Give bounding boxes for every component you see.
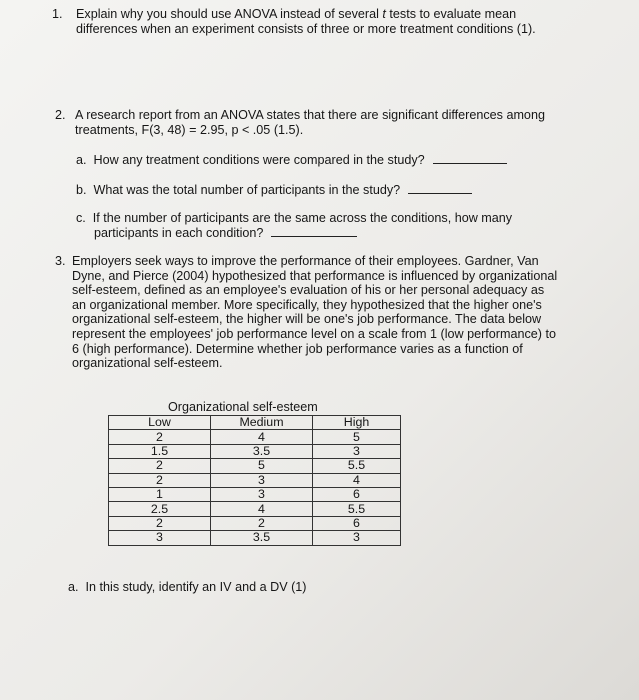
table-cell: 5.5 xyxy=(313,459,401,473)
header-medium: Medium xyxy=(211,416,313,430)
table-cell: 2 xyxy=(109,473,211,487)
answer-blank-2c[interactable] xyxy=(271,235,357,237)
table-cell: 3 xyxy=(109,531,211,545)
question-2a xyxy=(76,153,507,168)
question-2c-letter: c. xyxy=(76,211,86,225)
header-low: Low xyxy=(109,416,211,430)
question-1-text-end: tests to evaluate mean differences when an experiment consists of three or more treatment conditions (1). xyxy=(76,7,536,36)
table-cell: 3 xyxy=(313,444,401,458)
table-cell: 5 xyxy=(313,430,401,444)
answer-blank-2a[interactable] xyxy=(433,162,507,164)
table-header-row xyxy=(109,416,401,430)
table-cell: 2 xyxy=(109,430,211,444)
question-2a-text: How any treatment conditions were compared in the study? xyxy=(93,153,425,167)
question-3a-letter: a. xyxy=(68,580,79,594)
question-2-number: 2. xyxy=(55,108,66,122)
question-1-number: 1. xyxy=(52,7,63,21)
question-2-prefix: treatments, xyxy=(75,122,142,137)
table-cell: 2 xyxy=(109,516,211,530)
question-2-line-1: A research report from an ANOVA states that there are significant differences among xyxy=(75,108,545,122)
question-2c-line-1 xyxy=(76,211,576,226)
table-row xyxy=(109,459,401,473)
question-2-stat: F(3, 48) = 2.95, p < .05 (1.5). xyxy=(141,122,304,137)
table-cell: 6 xyxy=(313,516,401,530)
question-3-number: 3. xyxy=(55,254,66,268)
question-3-line: an organizational member. More specifically, they hypothesized that the higher one's xyxy=(72,297,542,312)
table-row xyxy=(109,430,401,444)
question-3-line: Dyne, and Pierce (2004) hypothesized that performance is influenced by organizational xyxy=(72,268,558,283)
question-1-text xyxy=(76,7,576,36)
table-row xyxy=(109,502,401,516)
table-row xyxy=(109,487,401,501)
header-high: High xyxy=(313,416,401,430)
question-2c xyxy=(76,211,576,240)
question-1-text-start: Explain why you should use ANOVA instead of several xyxy=(76,7,383,21)
table-row xyxy=(109,473,401,487)
question-2-line-2 xyxy=(75,123,575,138)
table-cell: 5 xyxy=(211,459,313,473)
table-cell: 4 xyxy=(211,502,313,516)
question-2-text xyxy=(75,108,575,137)
question-3-paragraph xyxy=(72,254,592,371)
table-cell: 4 xyxy=(313,473,401,487)
table-cell: 2 xyxy=(109,459,211,473)
question-2b xyxy=(76,183,472,198)
table-cell: 3 xyxy=(211,473,313,487)
question-3-line: represent the employees' job performance level on a scale from 1 (low performance) to xyxy=(72,326,556,341)
question-3-line: organizational self-esteem. xyxy=(72,356,223,371)
table-row xyxy=(109,444,401,458)
question-2b-text: What was the total number of participants in the study? xyxy=(93,183,401,197)
question-2b-letter: b. xyxy=(76,183,87,197)
question-3-line: 6 (high performance). Determine whether job performance varies as a function of xyxy=(72,341,523,356)
answer-blank-2b[interactable] xyxy=(408,192,472,194)
table-cell: 3.5 xyxy=(211,444,313,458)
table-cell: 4 xyxy=(211,430,313,444)
table-cell: 5.5 xyxy=(313,502,401,516)
question-3-line: Employers seek ways to improve the performance of their employees. Gardner, Van xyxy=(72,254,539,268)
table-row xyxy=(109,516,401,530)
question-2c-text-1: If the number of participants are the same across the conditions, how many xyxy=(92,211,513,225)
self-esteem-table xyxy=(108,415,401,546)
question-2a-letter: a. xyxy=(76,153,87,167)
table-row xyxy=(109,531,401,545)
table-cell: 2 xyxy=(211,516,313,530)
question-2c-line-2 xyxy=(76,226,576,241)
question-3-line: organizational self-esteem, the higher will be one's job performance. The data below xyxy=(72,312,542,327)
question-2c-text-2: participants in each condition? xyxy=(94,225,264,240)
table-cell: 3 xyxy=(313,531,401,545)
table-cell: 1.5 xyxy=(109,444,211,458)
table-cell: 3.5 xyxy=(211,531,313,545)
question-3a-text: In this study, identify an IV and a DV (1) xyxy=(85,580,307,594)
table-cell: 3 xyxy=(211,487,313,501)
question-3-line: self-esteem, defined as an employee's evaluation of his or her personal adequacy as xyxy=(72,283,545,298)
question-3a xyxy=(68,580,306,595)
question-1-italic-t: t xyxy=(382,7,386,21)
table-caption: Organizational self-esteem xyxy=(168,400,318,414)
table-cell: 2.5 xyxy=(109,502,211,516)
table-cell: 1 xyxy=(109,487,211,501)
table-cell: 6 xyxy=(313,487,401,501)
